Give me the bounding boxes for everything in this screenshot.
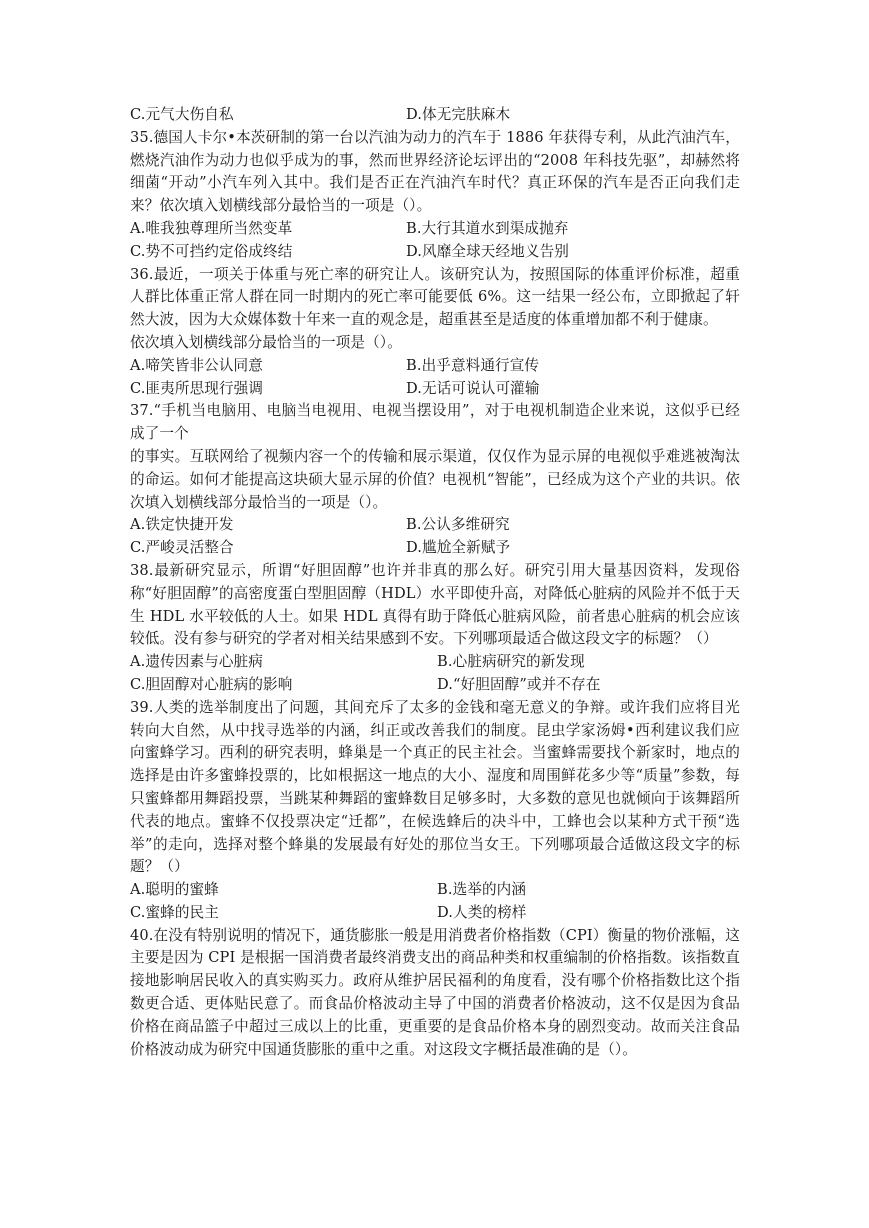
- option-a: A.铁定快捷开发: [130, 516, 234, 534]
- options-row: [130, 514, 740, 537]
- option-d: D.体无完肤麻木: [406, 106, 511, 123]
- question-36-instruction: 依次填入划横线部分最恰当的一项是（）。: [130, 333, 402, 351]
- option-a: A.啼笑皆非公认同意: [130, 356, 263, 374]
- options-row: [130, 674, 740, 697]
- options-row: [130, 378, 740, 401]
- options-row: [130, 879, 740, 902]
- option-c: C.匪夷所思现行强调: [130, 379, 264, 397]
- option-d: D.尴尬全新赋予: [406, 539, 511, 557]
- option-a: A.唯我独尊理所当然变革: [130, 219, 293, 237]
- option-c: C.元气大伤自私: [130, 106, 234, 123]
- question-39: 39.人类的选举制度出了问题，其间充斥了太多的金钱和毫无意义的争辩。或许我们应将目光转向大自然，从中找寻选举的内涵，纠正或改善我们的制度。昆虫学家汤姆•西利建议我们应向蜜蜂学习。西利的研究表明，蜂巢是一个真正的民主社会。当蜜蜂需要找个新家时，地点的选择是由许多蜜蜂投票的，比如根据这一地点的大小、湿度和周围鲜花多少等“质量”参数，每只蜜蜂都用舞蹈投票，当跳某种舞蹈的蜜蜂数目足够多时，大多数的意见也就倾向于该舞蹈所代表的地点。蜜蜂不仅投票决定“迁都”，在候选蜂后的决斗中，工蜂也会以某种方式干预“选举”的走向，选择对整个蜂巢的发展最有好处的那位当女王。下列哪项最合适做这段文字的标题？（）: [130, 698, 740, 876]
- question-35: 35.德国人卡尔•本茨研制的第一台以汽油为动力的汽车于 1886 年获得专利，从此汽油汽车，燃烧汽油作为动力也似乎成为的事，然而世界经济论坛评出的“2008 年科技先驱”，却赫然将细菌“开动”小汽车列入其中。我们是否正在汽油汽车时代？真正环保的汽车是否正向我们走来？依次填入划横线部分最恰当的一项是（）。: [130, 128, 740, 215]
- option-c: C.势不可挡约定俗成终结: [130, 242, 293, 260]
- option-c: C.蜜蜂的民主: [130, 903, 219, 921]
- option-c: C.胆固醇对心脏病的影响: [130, 675, 293, 693]
- options-row: [130, 537, 740, 560]
- option-a: A.遗传因素与心脏病: [130, 653, 263, 671]
- question-40: 40.在没有特别说明的情况下，通货膨胀一般是用消费者价格指数（CPI）衡量的物价涨幅，这主要是因为 CPI 是根据一国消费者最终消费支出的商品种类和权重编制的价格指数。该指数直接地影响居民收入的真实购买力。政府从维护居民福利的角度看，没有哪个价格指数比这个指数更合适、更体贴民意了。而食品价格波动主导了中国的消费者价格波动，这不仅是因为食品价格在商品篮子中超过三成以上的比重，更重要的是食品价格本身的剧烈变动。故而关注食品价格波动成为研究中国通货膨胀的重中之重。对这段文字概括最准确的是（）。: [130, 926, 740, 1058]
- option-b: B.心脏病研究的新发现: [437, 653, 585, 671]
- options-row: [130, 241, 740, 264]
- option-b: B.出乎意料通行宣传: [406, 356, 540, 374]
- option-d: D.无话可说认可灌输: [406, 379, 540, 397]
- options-row: [130, 651, 740, 674]
- options-row: [130, 104, 740, 127]
- option-d: D.人类的榜样: [437, 903, 527, 921]
- question-36: 36.最近，一项关于体重与死亡率的研究让人。该研究认为，按照国际的体重评价标准，超重人群比体重正常人群在同一时期内的死亡率可能要低 6%。这一结果一经公布，立即掀起了轩然大波，因为大众媒体数十年来一直的观念是，超重甚至是适度的体重增加都不利于健康。: [130, 265, 740, 329]
- option-d: D.风靡全球天经地义告别: [406, 242, 569, 260]
- options-row: [130, 902, 740, 925]
- option-b: B.选举的内涵: [437, 881, 527, 899]
- options-row: [130, 218, 740, 241]
- option-b: B.大行其道水到渠成抛弃: [406, 219, 569, 237]
- option-a: A.聪明的蜜蜂: [130, 881, 219, 899]
- option-b: B.公认多维研究: [406, 516, 510, 534]
- options-row: [130, 355, 740, 378]
- question-38: 38.最新研究显示，所谓“好胆固醇”也许并非真的那么好。研究引用大量基因资料，发现俗称“好胆固醇”的高密度蛋白型胆固醇（HDL）水平即使升高，对降低心脏病的风险并不低于天生 HDL 水平较低的人士。如果 HDL 真得有助于降低心脏病风险，前者患心脏病的机会应该较低。没有参与研究的学者对相关结果感到不安。下列哪项最适合做这段文字的标题？（）: [130, 561, 740, 648]
- option-d: D.“好胆固醇”或并不存在: [437, 675, 601, 693]
- question-37: 37.“手机当电脑用、电脑当电视用、电视当摆设用”，对于电视机制造企业来说，这似乎已经成了一个: [130, 402, 740, 443]
- document-page: [130, 104, 740, 1061]
- option-c: C.严峻灵活整合: [130, 539, 234, 557]
- question-37-continued: 的事实。互联网给了视频内容一个的传输和展示渠道，仅仅作为显示屏的电视似乎难逃被淘汰的命运。如何才能提高这块硕大显示屏的价值？电视机“智能”，已经成为这个产业的共识。依次填入划横线部分最恰当的一项是（）。: [130, 447, 740, 511]
